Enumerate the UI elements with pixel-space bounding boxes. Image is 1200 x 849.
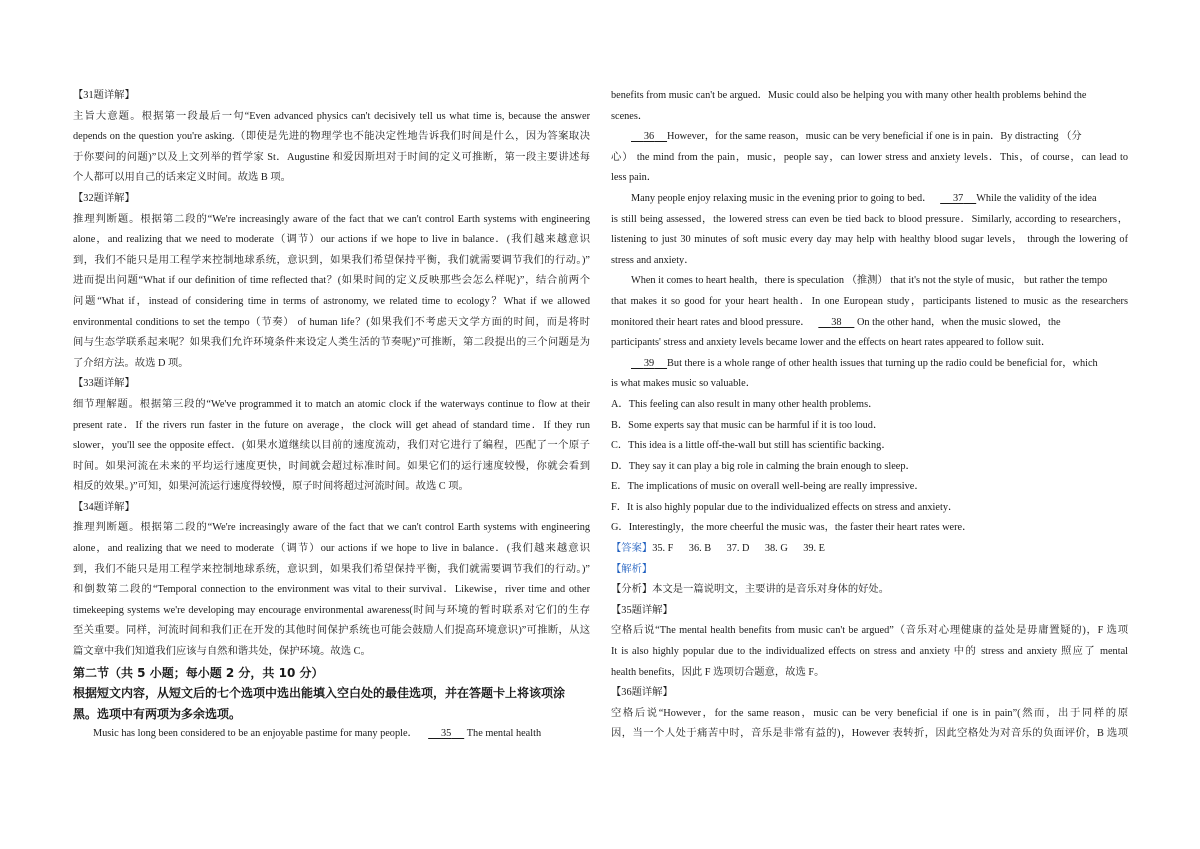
q32-line: 问题“What if，instead of considering time in terms of astronomy, we related time to ecology？What if we allowed	[73, 295, 590, 307]
blank-37: 37	[953, 192, 964, 204]
passage-first-line	[73, 724, 590, 745]
q33-line: slower，you'll see the opposite effect．(如果水道继续以目前的速度流动，我们对它进行了编程，匹配了一个原子	[73, 440, 590, 452]
q31-heading: 【31题详解】	[73, 90, 135, 101]
q34-heading: 【34题详解】	[73, 501, 135, 513]
option-f: F．It is also highly popular due to the individualized effects on stress and anxiety．	[611, 501, 959, 513]
passage-text: The mental health	[466, 728, 542, 740]
passage-line: 36 However，for the same reason，music can be very beneficial if one is in pain．By distracting （分	[611, 127, 1128, 148]
passage-line: benefits from music can't be argued．Music could also be helping you with many other health problems behind the	[611, 90, 1087, 101]
q32-line: 间与生态学联系起来呢？如果我们允许环境条件来设定人类生活的节奏呢)”可推断，第二段提出的三个问题是为	[73, 337, 590, 349]
answer-label: 【答案】	[611, 543, 653, 555]
q32-line: alone，and realizing that we need to moderate（调节）our actions if we hope to live in balance．(我们越来越意识	[73, 234, 590, 246]
q34-line: alone，and realizing that we need to moderate（调节）our actions if we hope to live in balance．(我们越来越意识	[73, 543, 590, 555]
instructions-line: 黑。选项中有两项为多余选项。	[73, 706, 242, 721]
q32-heading: 【32题详解】	[73, 192, 135, 204]
passage-line: When it comes to heart health，there is speculation （推测） that it's not the style of music， but rather the tempo	[631, 275, 1108, 287]
option-b: B．Some experts say that music can be harmful if it is too loud．	[611, 419, 884, 431]
passage-line: that makes it so good for your heart health．In one European study，participants listened to music as the researchers	[611, 295, 1128, 307]
q32-line: 到，我们不能只是用工程学来控制地球系统，意识到，如果我们希望保持平衡，我们就需要调节我们的行动。)”	[73, 254, 590, 266]
q34-line: 到，我们不能只是用工程学来控制地球系统，意识到，如果我们希望保持平衡，我们就需要调节我们的行动。)”	[73, 563, 590, 575]
q32-line: 进而提出问题“What if our definition of time reflected that？(如果时间的定义反映那些会怎么样呢)”，结合前两个	[73, 275, 590, 287]
section-title: 第二节（共 5 小题；每小题 2 分，共 10 分）	[73, 665, 324, 680]
blank-36: 36	[643, 131, 655, 143]
passage-line: scenes．	[611, 110, 649, 122]
q34-line: 篇文章中我们知道我们应该与自然和谐共处，保护环境。故选 C。	[73, 646, 371, 658]
q35-line: health benefits，因此 F 选项切合题意，故选 F。	[611, 666, 825, 678]
q31-line: depends on the question you're asking.（即使是先进的物理学也不能决定性地告诉我们时间是什么，因为答案取决	[73, 131, 590, 143]
q36-heading: 【36题详解】	[611, 687, 673, 699]
option-c: C．This idea is a little off-the-wall but still has scientific backing．	[611, 440, 892, 452]
passage-line: stress and anxiety．	[611, 254, 695, 266]
instructions-line: 根据短文内容，从短文后的七个选项中选出能填入空白处的最佳选项，并在答题卡上将该项涂	[73, 686, 566, 701]
analysis-label: 【解析】	[611, 563, 653, 575]
option-a: A．This feeling can also result in many other health problems．	[611, 398, 879, 410]
q34-line: 推理判断题。根据第二段的“We're increasingly aware of the fact that we can't control Earth systems with engineering	[73, 522, 590, 534]
option-d: D．They say it can play a big role in calming the brain enough to sleep．	[611, 460, 916, 472]
q36-line: 因，当一个人处于痛苦中时，音乐是非常有益的)，However 表转折，因此空格处为对音乐的负面评价，B 选项	[611, 728, 1128, 740]
q33-line: 相反的效果。)”可知，如果河流运行速度得较慢，原子时间将超过河流时间。故选 C 项。	[73, 481, 469, 493]
passage-line: listening to just 30 minutes of soft music every day may help with healthy blood sugar levels， through the lowering of	[611, 234, 1128, 246]
q35-line: It is also highly popular due to the individualized effects on stress and anxiety 中的 stress and anxiety 照应了 mental	[611, 646, 1128, 658]
passage-line: participants' stress and anxiety levels became lower and the effects on heart rates appeared to follow suit．	[611, 337, 1052, 349]
q32-line: environmental conditions to set the tempo（节奏） of human life？(如果我们不考虑天文学方面的时间，而是将时	[73, 316, 590, 328]
q31-line: 于你要问的问题)”以及上文列举的哲学家 St．Augustine 和爱因斯坦对于时间的定义可推断，第一段主要讲述每	[73, 151, 590, 163]
passage-line: monitored their heart rates and blood pressure． 38 On the other hand，when the music slowed，the	[611, 316, 1061, 328]
passage-line: Many people enjoy relaxing music in the evening prior to going to bed． 37 While the validity of the idea	[631, 192, 1097, 204]
passage-line: 39 But there is a whole range of other health issues that turning up the radio could be beneficial for，which	[611, 354, 1128, 375]
right-column	[611, 86, 1128, 745]
q31-line: 个人都可以用自己的话来定义时间。故选 B 项。	[73, 172, 291, 184]
passage-text: Music has long been considered to be an enjoyable pastime for many people．	[93, 728, 418, 740]
option-g: G．Interestingly，the more cheerful the music was，the faster their heart rates were．	[611, 522, 973, 534]
passage-line: is still being assessed，the lowered stress can even be tied back to blood pressure．Similarly, according to researchers，	[611, 213, 1128, 225]
blank-35: 35	[441, 728, 452, 740]
q35-line: 空格后说“The mental health benefits from music can't be argued”（音乐对心理健康的益处是毋庸置疑的)，F 选项	[611, 625, 1128, 637]
q34-line: 和倒数第二段的“Temporal connection to the environment was vital to their survival．Likewise，river time and other	[73, 584, 590, 596]
q36-line: 空格后说“However，for the same reason，music can be very beneficial if one is in pain”(然而，出于同样的原	[611, 707, 1128, 719]
answer-line	[611, 539, 1128, 560]
q34-line: timekeeping systems we're developing may encourage environmental awareness(时间与环境的暂时联系对它们的生存	[73, 604, 590, 616]
option-e: E．The implications of music on overall well-being are really impressive．	[611, 481, 925, 493]
blank-38: 38	[831, 316, 842, 328]
blank-39: 39	[643, 357, 655, 369]
q33-line: 时间。如果河流在未来的平均运行速度更快，时间就会超过标准时间。如果它们的运行速度较慢，你就会看到	[73, 460, 590, 472]
q31-line: 主旨大意题。根据第一段最后一句“Even advanced physics can't decisively tell us what time is, because the answer	[73, 110, 590, 122]
q34-line: 至关重要。同样，河流时间和我们正在开发的其他时间保护系统也可能会鼓励人们提高环境意识)”可推断，从这	[73, 625, 590, 637]
analysis-summary: 【分析】本文是一篇说明文，主要讲的是音乐对身体的好处。	[611, 584, 890, 596]
q35-heading: 【35题详解】	[611, 604, 673, 616]
q32-line: 推理判断题。根据第二段的“We're increasingly aware of the fact that we can't control Earth systems with engineering	[73, 213, 590, 225]
q33-heading: 【33题详解】	[73, 378, 135, 390]
passage-line: 心） the mind from the pain，music，people say，can lower stress and anxiety levels．This，of course，can lead to	[611, 151, 1128, 163]
q32-line: 了介绍方法。故选 D 项。	[73, 357, 189, 369]
answers: 35. F 36. B 37. D 38. G 39. E	[652, 543, 825, 555]
q33-line: present rate．If the rivers run faster in the future on average，the clock will get ahead of standard time．If they run	[73, 419, 590, 431]
passage-line: less pain．	[611, 172, 658, 184]
passage-line: is what makes music so valuable．	[611, 378, 756, 390]
q33-line: 细节理解题。根据第三段的“We've programmed it to match an atomic clock if the waterways continue to flow at their	[73, 398, 590, 410]
left-column	[73, 86, 590, 745]
